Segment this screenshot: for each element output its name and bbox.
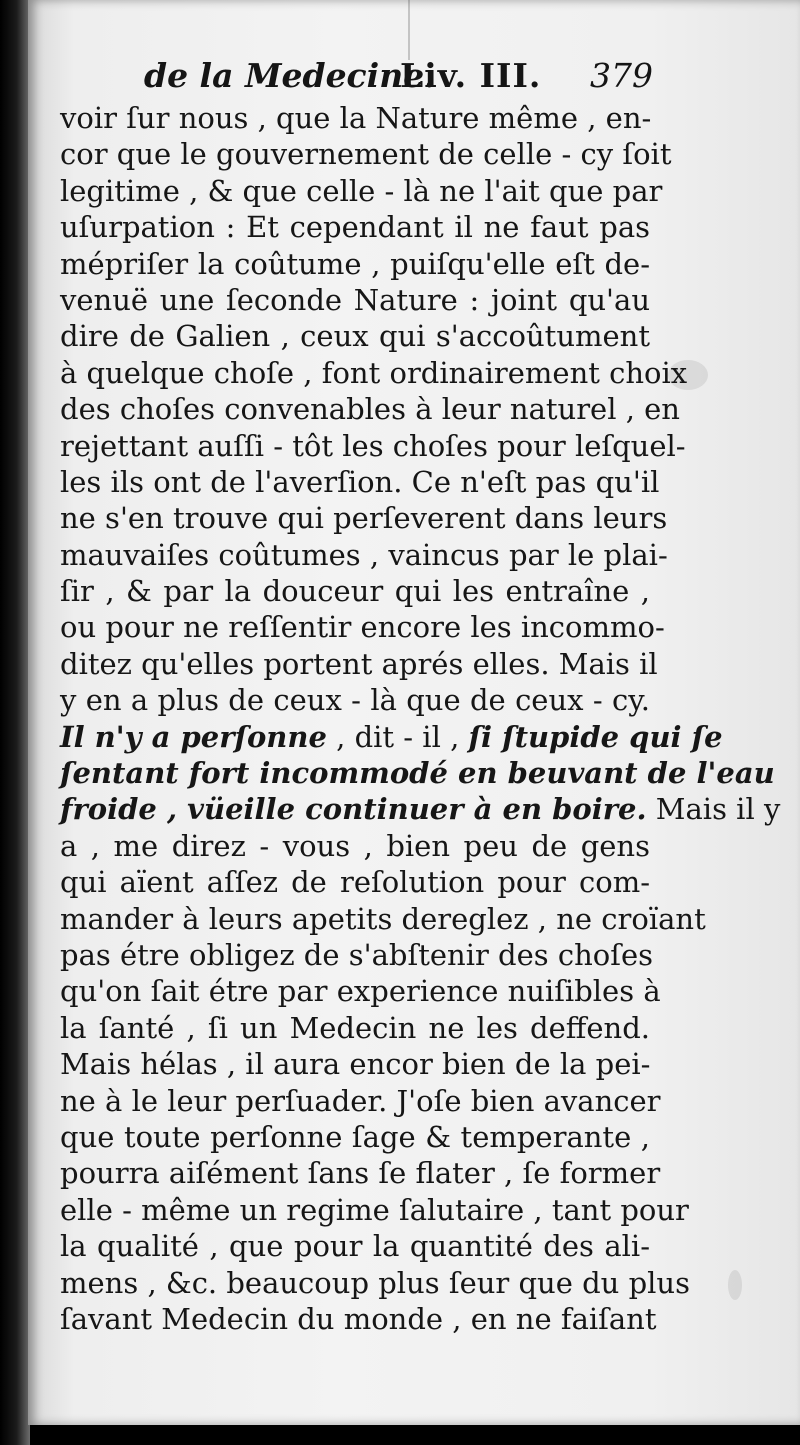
text-line: ſir , & par la douceur qui les entraîne ,	[60, 574, 650, 609]
quote-attribution: , dit - il ,	[326, 719, 469, 754]
running-head	[120, 52, 660, 100]
text-line: voir ſur nous , que la Nature même , en-	[60, 101, 652, 135]
book-gutter-shadow	[0, 0, 30, 1445]
text-line: mauvaiſes coûtumes , vaincus par le plai-	[60, 537, 668, 572]
text-line: Mais hélas , il aura encor bien de la pei-	[60, 1047, 651, 1082]
text-line: des choſes convenables à leur naturel , en	[60, 392, 680, 427]
text-line: dire de Galien , ceux qui s'accoûtument	[60, 319, 650, 354]
text-line: mander à leurs apetits dereglez , ne croïant	[60, 901, 706, 936]
text-line: les ils ont de l'averſion. Ce n'eſt pas qu'il	[60, 464, 660, 499]
text-line: la qualité , que pour la quantité des ali-	[60, 1229, 650, 1264]
text-line: elle - même un regime ſalutaire , tant pour	[60, 1192, 689, 1227]
text-line: la ſanté , ſi un Medecin ne les deffend.	[60, 1010, 650, 1045]
text-line: ditez qu'elles portent aprés elles. Mais il	[60, 646, 658, 681]
text-line: ne à le leur perſuader. J'oſe bien avancer	[60, 1083, 661, 1118]
running-head-title: de la Medecine.	[144, 56, 436, 95]
paper-stain	[728, 1270, 742, 1300]
text-line: y en a plus de ceux - là que de ceux - cy.	[60, 683, 650, 718]
text-line: à quelque choſe , font ordinairement choix	[60, 355, 688, 390]
text-line: rejettant auſſi - tôt les choſes pour leſquel-	[60, 428, 686, 463]
text-line: mens , &c. beaucoup plus ſeur que du plus	[60, 1265, 690, 1300]
text-roman: Mais il y	[646, 792, 781, 827]
quote-italic: ſi ſtupide qui ſe	[468, 719, 723, 754]
text-line: legitime , & que celle - là ne l'ait que par	[60, 173, 663, 208]
running-head-book: Liv. III.	[400, 56, 542, 95]
text-line: que toute perſonne ſage & temperante ,	[60, 1119, 650, 1154]
text-line: a , me direz - vous , bien peu de gens	[60, 828, 650, 863]
text-line: mépriſer la coûtume , puiſqu'elle eſt de-	[60, 246, 650, 281]
text-line: venuë une ſeconde Nature : joint qu'au	[60, 282, 650, 317]
page-number: 379	[590, 56, 653, 95]
text-line: ne s'en trouve qui perſeverent dans leurs	[60, 501, 668, 536]
body-text	[60, 100, 781, 1337]
text-line: pas étre obligez de s'abſtenir des choſes	[60, 937, 654, 972]
paper-crease	[408, 0, 410, 60]
text-line: uſurpation : Et cependant il ne faut pas	[60, 210, 650, 245]
text-line: qui aïent aſſez de reſolution pour com-	[60, 865, 650, 900]
text-line: pourra aiſément ſans ſe flater , ſe former	[60, 1156, 661, 1191]
text-line-quote: ſentant fort incommodé en beuvant de l'eau	[60, 756, 775, 791]
text-line-mixed	[60, 791, 781, 827]
text-line-mixed	[60, 719, 723, 755]
quote-italic: Il n'y a perſonne	[60, 719, 327, 754]
quote-italic: froide , vüeille continuer à en boire.	[60, 792, 647, 827]
text-line: ou pour ne reſſentir encore les incommo-	[60, 610, 665, 645]
text-line: cor que le gouvernement de celle - cy ſoit	[60, 137, 672, 172]
text-line: qu'on ſait étre par experience nuiſibles à	[60, 974, 661, 1009]
text-line: ſavant Medecin du monde , en ne faiſant	[60, 1301, 657, 1336]
